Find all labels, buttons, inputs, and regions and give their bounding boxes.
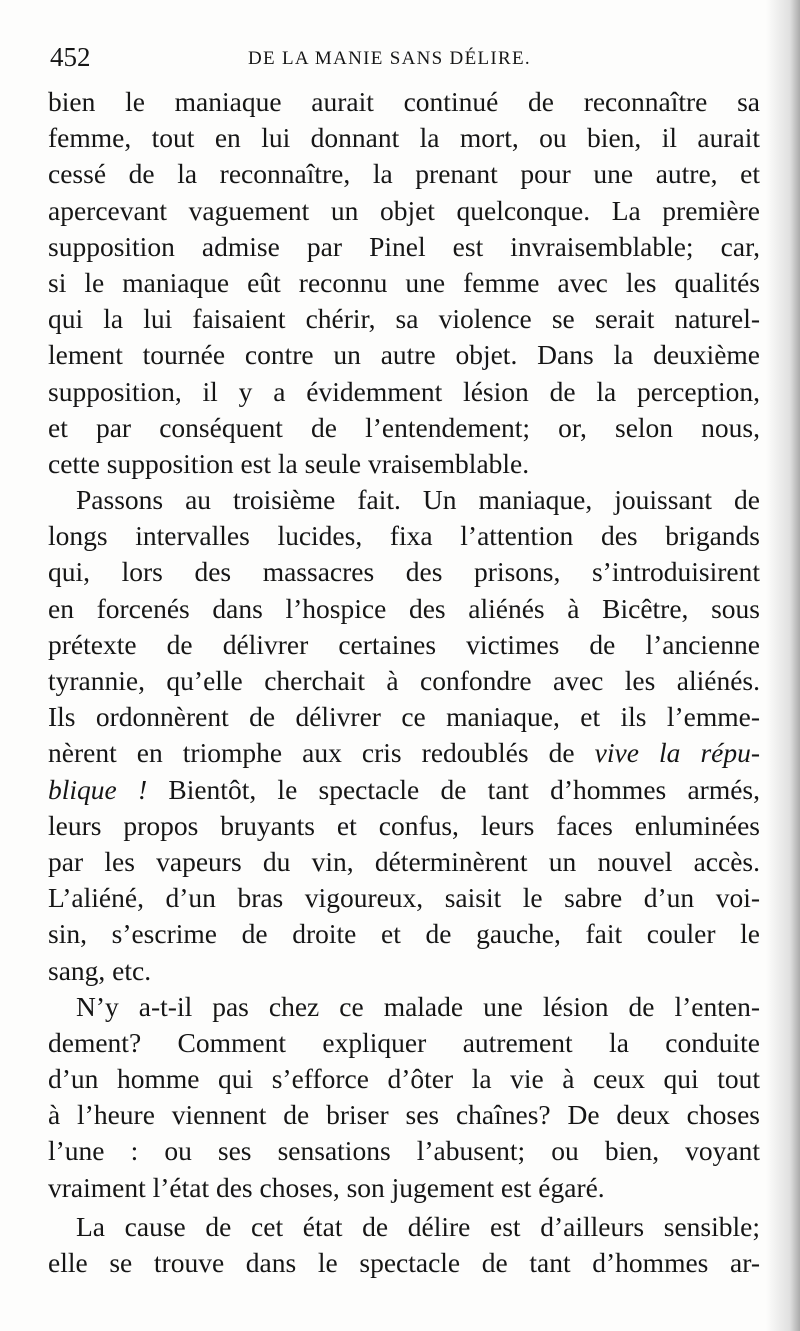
text-line: en forcenés dans l’hospice des aliénés à Bicêtre, sous xyxy=(48,592,760,624)
text-line: elle se trouve dans le spectacle de tant d’hommes ar- xyxy=(48,1247,760,1278)
text-line: longs intervalles lucides, fixa l’attention des brigands xyxy=(48,520,760,552)
running-title: DE LA MANIE SANS DÉLIRE. xyxy=(248,48,531,69)
italic-phrase: blique ! xyxy=(48,773,148,805)
text-line: supposition admise par Pinel est invraisemblable; car, xyxy=(48,230,760,262)
text-line: sang, etc. xyxy=(48,954,152,986)
text-line: supposition, il y a évidemment lésion de la perception, xyxy=(48,375,760,407)
text-line: La cause de cet état de délire est d’ailleurs sensible; xyxy=(76,1210,760,1242)
page-number: 452 xyxy=(50,42,91,72)
text-line: apercevant vaguement un objet quelconque. La première xyxy=(48,194,760,226)
text-line: sin, s’escrime de droite et de gauche, fait couler le xyxy=(48,918,760,950)
text-line-mixed xyxy=(48,735,760,771)
text-line: bien le maniaque aurait continué de reconnaître sa xyxy=(48,86,760,117)
text-line: Ils ordonnèrent de délivrer ce maniaque, et ils l’emme- xyxy=(48,701,760,733)
text-line: tyrannie, qu’elle cherchait à confondre avec les aliénés. xyxy=(48,665,760,696)
text-line: par les vapeurs du vin, déterminèrent un nouvel accès. xyxy=(48,845,760,877)
text-line: vraiment l’état des choses, son jugement est égaré. xyxy=(48,1171,605,1203)
text-line: l’une : ou ses sensations l’abusent; ou bien, voyant xyxy=(48,1135,760,1167)
body-text xyxy=(48,84,760,1281)
text-line: lement tournée contre un autre objet. Dans la deuxième xyxy=(48,339,760,371)
text-line: Passons au troisième fait. Un maniaque, jouissant de xyxy=(76,484,760,516)
text-line: qui la lui faisaient chérir, sa violence se serait naturel- xyxy=(48,303,760,335)
text-line: leurs propos bruyants et confus, leurs faces enluminées xyxy=(48,809,760,841)
italic-phrase: vive la répu- xyxy=(594,737,761,769)
page-header xyxy=(50,40,760,80)
text-segment: nèrent en triomphe aux cris redoublés de xyxy=(48,737,575,769)
text-line: et par conséquent de l’entendement; or, selon nous, xyxy=(48,411,760,443)
text-line-mixed xyxy=(48,772,760,808)
text-line: femme, tout en lui donnant la mort, ou bien, il aurait xyxy=(48,122,760,154)
text-line: cette supposition est la seule vraisemblable. xyxy=(48,447,530,479)
text-segment: Bientôt, le spectacle de tant d’hommes armés, xyxy=(168,773,760,805)
text-line: N’y a-t-il pas chez ce malade une lésion de l’enten- xyxy=(76,990,760,1022)
page-edge-shadow xyxy=(766,0,800,1331)
text-line: dement? Comment expliquer autrement la conduite xyxy=(48,1026,760,1058)
text-line: cessé de la reconnaître, la prenant pour une autre, et xyxy=(48,158,760,190)
text-line: prétexte de délivrer certaines victimes de l’ancienne xyxy=(48,628,760,660)
text-line: qui, lors des massacres des prisons, s’introduisirent xyxy=(48,556,760,588)
text-line: d’un homme qui s’efforce d’ôter la vie à ceux qui tout xyxy=(48,1063,760,1095)
text-line: si le maniaque eût reconnu une femme avec les qualités xyxy=(48,266,760,298)
text-line: à l’heure viennent de briser ses chaînes? De deux choses xyxy=(48,1099,760,1131)
text-line: L’aliéné, d’un bras vigoureux, saisit le sabre d’un voi- xyxy=(48,882,760,914)
